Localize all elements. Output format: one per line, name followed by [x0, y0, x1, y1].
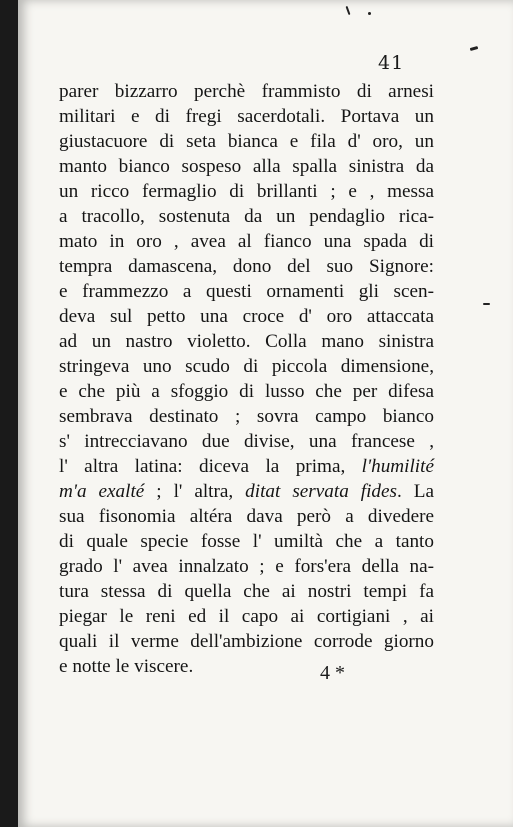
line-segment: s' intrecciavano due divise, una francese ,: [59, 431, 434, 452]
text-line: [59, 404, 434, 429]
text-line: [59, 429, 434, 454]
line-segment: stringeva uno scudo di piccola dimensione,: [59, 356, 434, 377]
body-text: [59, 79, 434, 679]
text-line: [59, 304, 434, 329]
text-line: [59, 629, 434, 654]
page-number: 41: [378, 52, 405, 74]
italic-quote: l'humilité: [361, 456, 434, 477]
italic-motto: ditat servata fides: [245, 481, 397, 502]
signature-mark: 4 *: [320, 662, 345, 684]
text-line: [59, 179, 434, 204]
ink-speck: [470, 46, 479, 51]
line-segment: quali il verme dell'ambizione corrode giorno: [59, 631, 434, 652]
line-segment: manto bianco sospeso alla spalla sinistra da: [59, 156, 434, 177]
line-segment: . La: [397, 481, 434, 502]
line-segment: e che più a sfoggio di lusso che per difesa: [59, 381, 434, 402]
italic-quote: m'a exalté: [59, 481, 145, 502]
line-segment: ad un nastro violetto. Colla mano sinistra: [59, 331, 434, 352]
line-segment: a tracollo, sostenuta da un pendaglio rica-: [59, 206, 434, 227]
text-line: [59, 79, 434, 104]
text-line: [59, 654, 434, 679]
line-segment: e frammezzo a questi ornamenti gli scen-: [59, 281, 434, 302]
line-segment: parer bizzarro perchè frammisto di arnesi: [59, 81, 434, 102]
text-line: [59, 604, 434, 629]
text-line: [59, 354, 434, 379]
line-segment: e notte le viscere.: [59, 656, 194, 677]
line-segment: ; l' altra,: [144, 481, 246, 502]
ink-speck: [483, 303, 490, 305]
line-segment: deva sul petto una croce d' oro attaccata: [59, 306, 434, 327]
line-segment: sua fisonomia altéra dava però a divedere: [59, 506, 434, 527]
text-line: [59, 254, 434, 279]
line-segment: piegar le reni ed il capo ai cortigiani , ai: [59, 606, 434, 627]
ink-speck: [368, 12, 371, 15]
line-segment: tempra damascena, dono del suo Signore:: [59, 256, 434, 277]
text-line: [59, 204, 434, 229]
line-segment: militari e di fregi sacerdotali. Portava un: [59, 106, 434, 127]
text-line: [59, 379, 434, 404]
text-line: [59, 329, 434, 354]
text-line: [59, 104, 434, 129]
line-segment: grado l' avea innalzato ; e fors'era della na-: [59, 556, 434, 577]
ink-speck: [346, 6, 351, 15]
text-line: [59, 454, 434, 479]
text-line: [59, 504, 434, 529]
line-segment: giustacuore di seta bianca e fila d' oro, un: [59, 131, 434, 152]
text-line: [59, 529, 434, 554]
text-line: [59, 279, 434, 304]
text-line: [59, 129, 434, 154]
text-line: [59, 479, 434, 504]
text-line: [59, 229, 434, 254]
book-page: [18, 0, 513, 827]
text-line: [59, 579, 434, 604]
line-segment: mato in oro , avea al fianco una spada di: [59, 231, 434, 252]
text-line: [59, 554, 434, 579]
text-line: [59, 154, 434, 179]
line-segment: l' altra latina: diceva la prima,: [59, 456, 362, 477]
line-segment: sembrava destinato ; sovra campo bianco: [59, 406, 434, 427]
line-segment: tura stessa di quella che ai nostri tempi fa: [59, 581, 434, 602]
line-segment: un ricco fermaglio di brillanti ; e , messa: [59, 181, 434, 202]
line-segment: di quale specie fosse l' umiltà che a tanto: [59, 531, 434, 552]
